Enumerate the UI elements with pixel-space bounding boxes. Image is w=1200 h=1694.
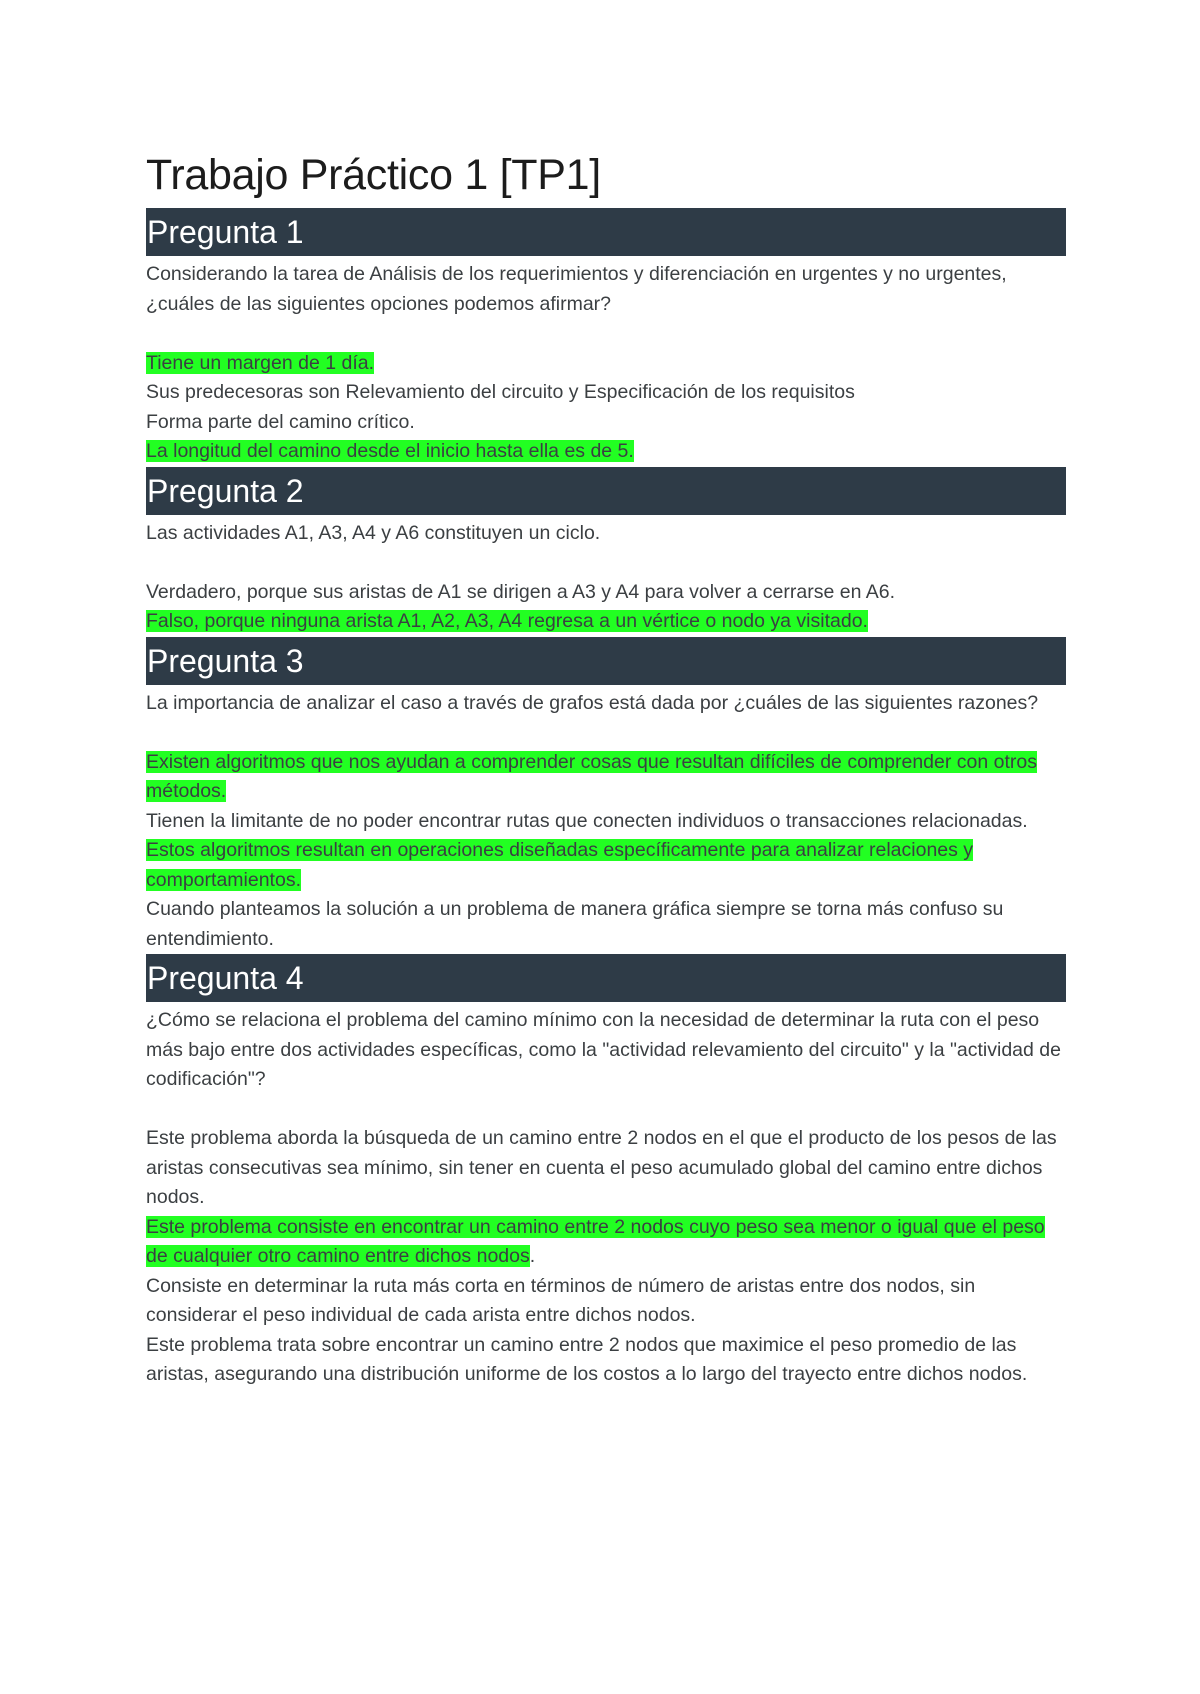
question-2-option-2 bbox=[146, 607, 1066, 637]
question-1-option-2: Sus predecesoras son Relevamiento del circuito y Especificación de los requisitos bbox=[146, 381, 855, 403]
question-3-option-2: Tienen la limitante de no poder encontrar rutas que conecten individuos o transacciones relacionadas. bbox=[146, 809, 1028, 832]
question-1-option-1 bbox=[146, 349, 1066, 379]
question-4-prompt: ¿Cómo se relaciona el problema del camino mínimo con la necesidad de determinar la ruta con el peso más bajo entre dos actividades específicas, como la "actividad relevamiento del circuito" y la "actividad de codificación"? bbox=[146, 1009, 1061, 1090]
question-2 bbox=[146, 467, 1066, 637]
highlighted-answer: Tiene un margen de 1 día. bbox=[146, 351, 375, 374]
highlighted-answer: Estos algoritmos resultan en operaciones diseñadas específicamente para analizar relaciones y comportamientos. bbox=[146, 839, 974, 891]
highlighted-answer: Este problema consiste en encontrar un camino entre 2 nodos cuyo peso sea menor o igual que el peso de cualquier otro camino entre dichos nodos bbox=[146, 1215, 1045, 1267]
question-4-option-3: Consiste en determinar la ruta más corta en términos de número de aristas entre dos nodos, sin considerar el peso individual de cada arista entre dichos nodos. bbox=[146, 1274, 976, 1326]
highlighted-answer: Existen algoritmos que nos ayudan a comprender cosas que resultan difíciles de comprender con otros métodos. bbox=[146, 750, 1037, 802]
question-4-option-4: Este problema trata sobre encontrar un camino entre 2 nodos que maximice el peso promedio de las aristas, asegurando una distribución uniforme de los costos a lo largo del trayecto entre dichos nodos. bbox=[146, 1333, 1028, 1385]
question-4 bbox=[146, 954, 1066, 1390]
question-4-header: Pregunta 4 bbox=[146, 954, 1066, 1002]
question-2-prompt: Las actividades A1, A3, A4 y A6 constituyen un ciclo. bbox=[146, 521, 601, 544]
question-3-header: Pregunta 3 bbox=[146, 637, 1066, 685]
question-2-option-1: Verdadero, porque sus aristas de A1 se dirigen a A3 y A4 para volver a cerrarse en A6. bbox=[146, 580, 896, 603]
question-1 bbox=[146, 208, 1066, 467]
document-page bbox=[146, 150, 1066, 1390]
trailing-period: . bbox=[529, 1245, 536, 1267]
question-2-header: Pregunta 2 bbox=[146, 467, 1066, 515]
question-1-header: Pregunta 1 bbox=[146, 208, 1066, 256]
question-4-option-1: Este problema aborda la búsqueda de un camino entre 2 nodos en el que el producto de los pesos de las aristas consecutivas sea mínimo, sin tener en cuenta el peso acumulado global del camino entre dichos nodos. bbox=[146, 1127, 1057, 1208]
question-3-option-4: Cuando planteamos la solución a un problema de manera gráfica siempre se torna más confuso su entendimiento. bbox=[146, 898, 1004, 950]
question-3-option-1 bbox=[146, 748, 1066, 807]
question-3-prompt: La importancia de analizar el caso a través de grafos está dada por ¿cuáles de las siguientes razones? bbox=[146, 691, 1039, 714]
question-1-option-4 bbox=[146, 437, 1066, 467]
document-title: Trabajo Práctico 1 [TP1] bbox=[146, 151, 601, 199]
highlighted-answer: La longitud del camino desde el inicio hasta ella es de 5. bbox=[146, 440, 634, 462]
highlighted-answer: Falso, porque ninguna arista A1, A2, A3, A4 regresa a un vértice o nodo ya visitado. bbox=[146, 610, 868, 632]
question-3 bbox=[146, 637, 1066, 955]
question-1-prompt: Considerando la tarea de Análisis de los requerimientos y diferenciación en urgentes y no urgentes, ¿cuáles de las siguientes opciones podemos afirmar? bbox=[146, 263, 1007, 315]
question-3-option-3 bbox=[146, 836, 1066, 895]
question-1-option-3: Forma parte del camino crítico. bbox=[146, 410, 415, 433]
question-4-option-2 bbox=[146, 1213, 1066, 1272]
